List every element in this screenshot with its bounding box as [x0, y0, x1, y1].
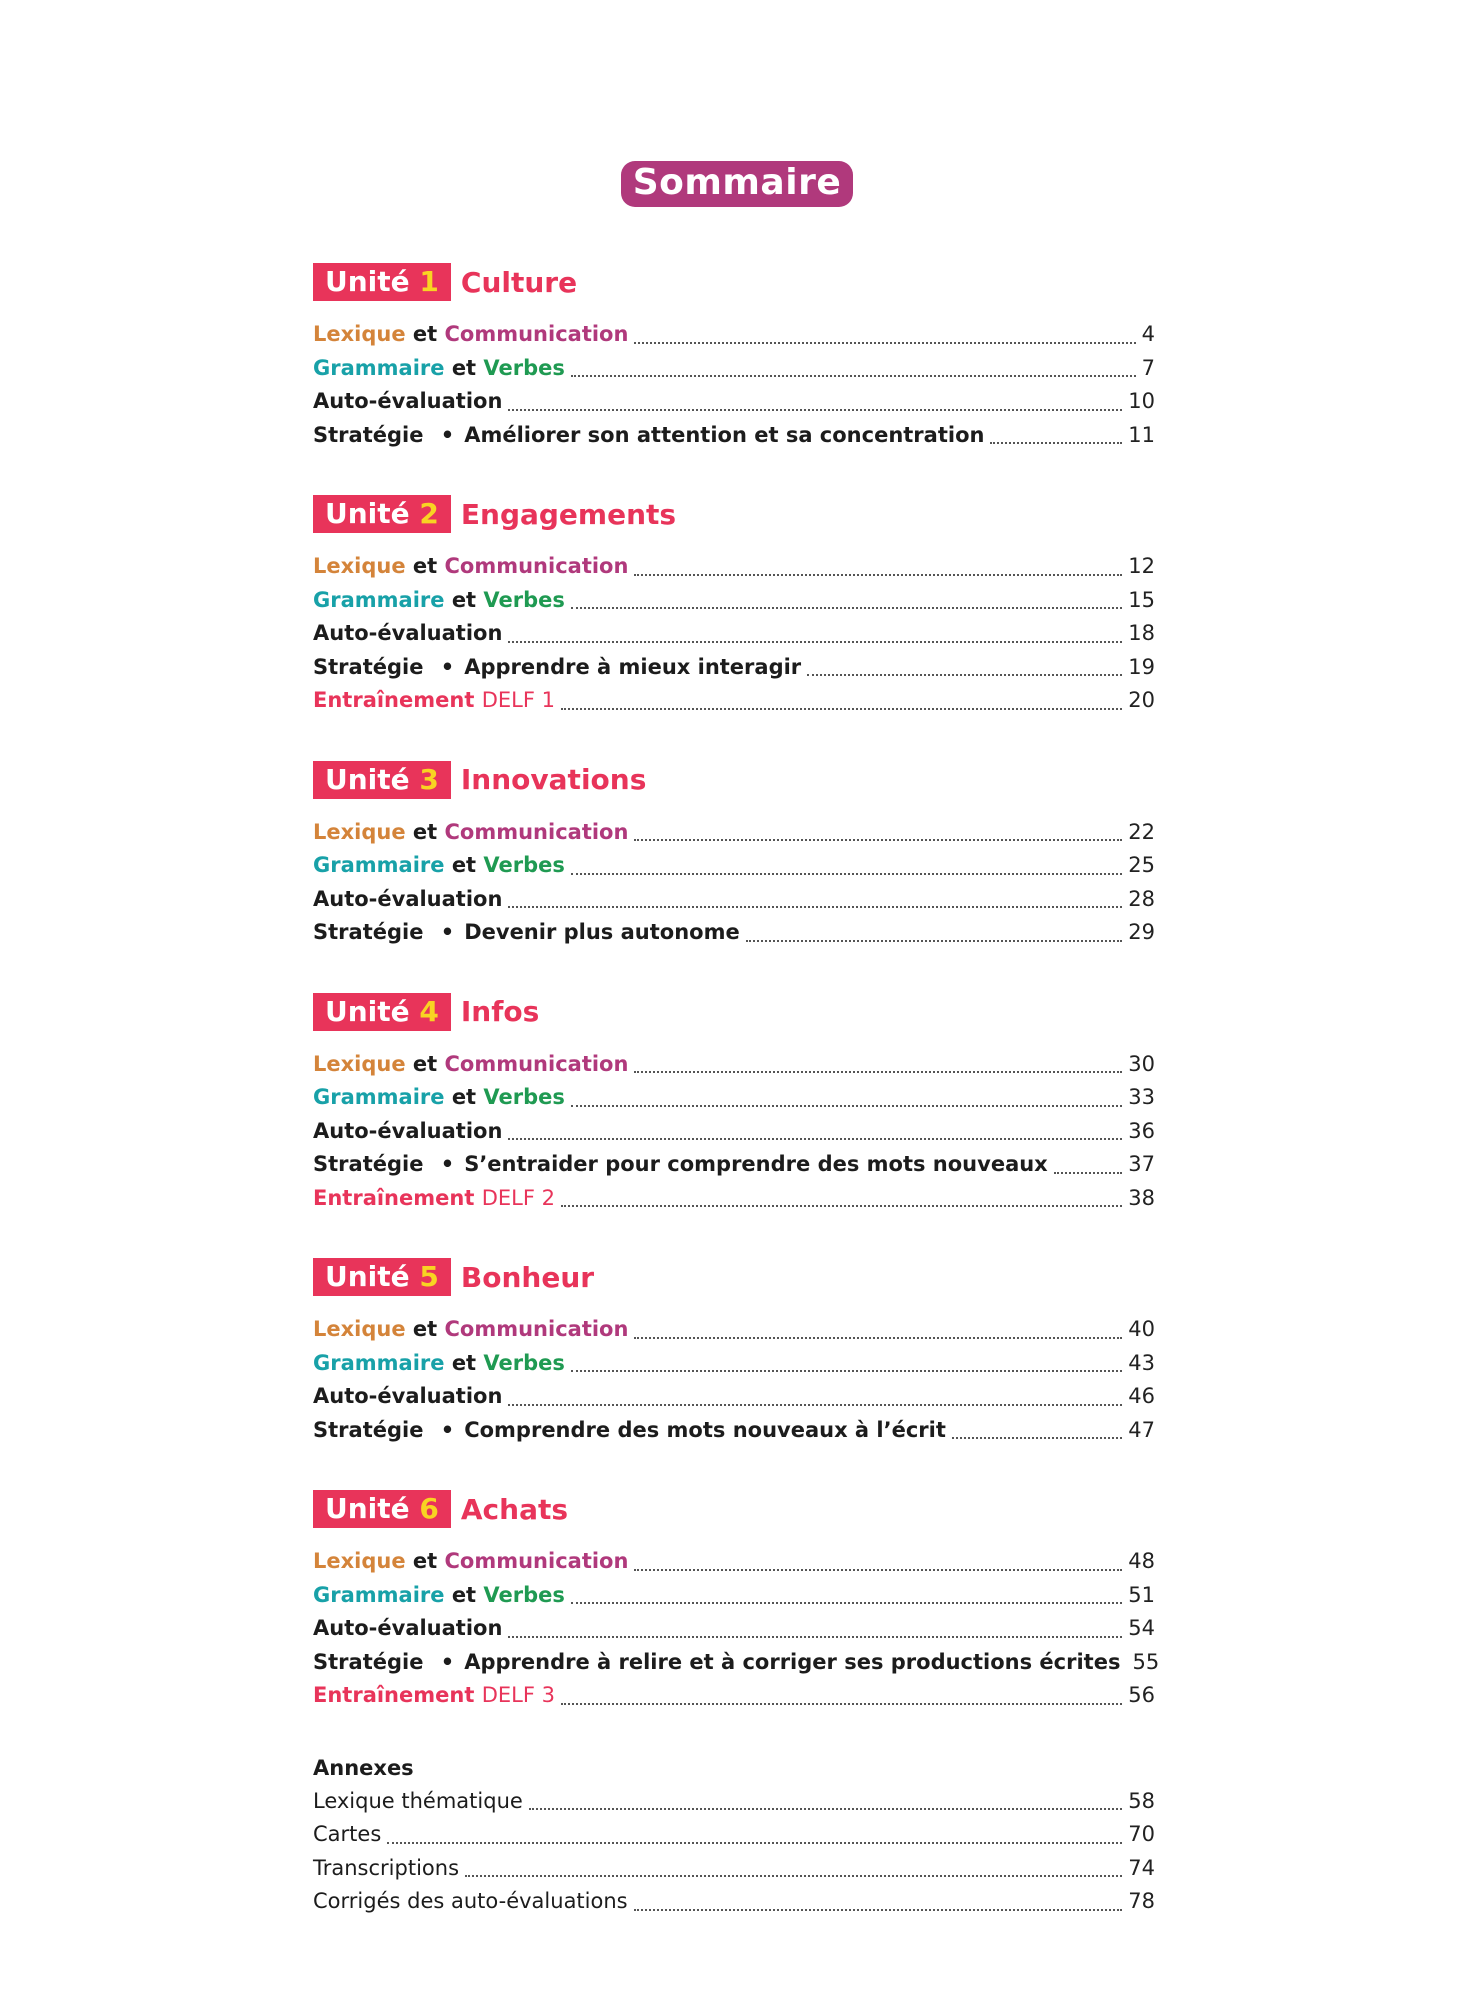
annexes-section	[313, 1751, 1155, 1919]
toc-entry-label	[313, 1081, 565, 1115]
toc-entry-part-a: Auto-évaluation	[313, 389, 503, 413]
page-number: 70	[1128, 1822, 1155, 1846]
units-list	[313, 262, 1160, 1713]
toc-entry-part-a: Grammaire	[313, 587, 445, 612]
dot-leader	[571, 375, 1136, 377]
toc-entry-part-a: Entraînement	[313, 1683, 475, 1707]
annex-entry[interactable]	[313, 1852, 1155, 1886]
unit-section	[313, 262, 1155, 452]
unit-badge	[313, 263, 451, 301]
annex-entry-label: Cartes	[313, 1822, 382, 1846]
annex-entry[interactable]	[313, 1818, 1155, 1852]
toc-entry-part-a: Grammaire	[313, 1085, 445, 1109]
unit-section	[313, 760, 1155, 950]
toc-entry-part-b: Communication	[444, 554, 629, 578]
toc-entry[interactable]	[313, 1182, 1155, 1216]
bullet-icon: •	[440, 654, 455, 679]
dot-leader	[561, 1205, 1122, 1207]
toc-entry-part-a: Lexique	[313, 322, 406, 346]
toc-entry-connector: et	[412, 322, 438, 346]
unit-number: 6	[419, 1492, 439, 1525]
unit-header	[313, 992, 1155, 1032]
toc-entry-part-b: Apprendre à relire et à corriger ses productions écrites	[464, 1649, 1121, 1674]
toc-entry[interactable]	[313, 318, 1155, 352]
unit-label: Unité	[325, 762, 410, 796]
toc-entry-connector: et	[451, 1350, 477, 1375]
unit-label: Unité	[325, 265, 410, 298]
dot-leader	[952, 1437, 1122, 1439]
dot-leader	[746, 940, 1123, 942]
unit-header	[313, 1489, 1155, 1529]
unit-badge	[313, 761, 451, 799]
page-number: 51	[1128, 1582, 1155, 1607]
page-number: 18	[1128, 621, 1155, 645]
unit-badge	[313, 1490, 451, 1528]
page-number: 55	[1132, 1649, 1160, 1674]
toc-entry-connector: et	[412, 554, 438, 578]
unit-label: Unité	[325, 497, 410, 530]
dot-leader	[571, 1105, 1122, 1107]
toc-entry-part-a: Auto-évaluation	[313, 1118, 503, 1143]
page-number: 28	[1128, 886, 1155, 911]
toc-entry-part-b: Verbes	[483, 587, 565, 612]
unit-label: Unité	[325, 1492, 410, 1525]
toc-entry-part-a: Grammaire	[313, 1582, 445, 1607]
unit-header	[313, 494, 1155, 534]
toc-entry-part-a: Auto-évaluation	[313, 621, 503, 645]
page-number: 38	[1128, 1185, 1155, 1210]
page-number: 19	[1128, 654, 1155, 679]
dot-leader	[508, 906, 1122, 908]
annex-entry-label: Corrigés des auto-évaluations	[313, 1889, 628, 1913]
toc-entry-label	[313, 1545, 628, 1579]
unit-number: 5	[419, 1260, 439, 1293]
page-number: 46	[1128, 1384, 1155, 1408]
toc-entry-label	[313, 1380, 502, 1414]
toc-entry-connector: et	[451, 853, 477, 877]
toc-entry-part-a: Lexique	[313, 1549, 406, 1573]
toc-entry-part-a: Grammaire	[313, 355, 445, 380]
annex-entry-label: Transcriptions	[313, 1855, 460, 1880]
toc-entry-part-a: Stratégie	[313, 1649, 424, 1674]
title-wrap	[0, 161, 1474, 207]
toc-entry-part-b: Communication	[444, 322, 629, 346]
unit-number: 1	[419, 265, 439, 298]
page-number: 43	[1128, 1350, 1155, 1375]
unit-title: Engagements	[460, 497, 677, 531]
toc-entry-label	[313, 651, 801, 685]
dot-leader	[571, 1602, 1122, 1604]
toc-entry-part-a: Entraînement	[313, 688, 475, 712]
dot-leader	[561, 1703, 1122, 1705]
toc-entry[interactable]	[313, 916, 1155, 950]
unit-section	[313, 494, 1155, 718]
unit-title: Achats	[460, 1492, 569, 1526]
toc-entry-label	[313, 352, 565, 386]
toc-entry-part-b: Verbes	[483, 355, 565, 380]
toc-entry[interactable]	[313, 1679, 1155, 1713]
toc-entry[interactable]	[313, 816, 1155, 850]
toc-entry-label	[313, 1579, 565, 1613]
page-number: 78	[1128, 1889, 1155, 1913]
dot-leader	[990, 442, 1122, 444]
toc-entry-label	[313, 1048, 628, 1082]
bullet-icon: •	[440, 1417, 455, 1442]
toc-entry-part-b: Devenir plus autonome	[464, 920, 740, 944]
page-number: 12	[1128, 554, 1155, 578]
toc-entry[interactable]	[313, 1646, 1160, 1680]
toc-entry[interactable]	[313, 584, 1155, 618]
toc-entry-part-b: DELF 1	[481, 688, 555, 712]
toc-entry-part-a: Auto-évaluation	[313, 1616, 503, 1640]
toc-entry-part-a: Auto-évaluation	[313, 886, 503, 911]
toc-entry-part-b: Communication	[444, 1549, 629, 1573]
unit-section	[313, 992, 1155, 1216]
page-number: 74	[1128, 1855, 1155, 1880]
annex-entry-label: Lexique thématique	[313, 1788, 523, 1813]
page-number: 48	[1128, 1549, 1155, 1573]
annex-entry[interactable]	[313, 1785, 1155, 1819]
annexes-list	[313, 1785, 1155, 1919]
page-number: 25	[1128, 853, 1155, 877]
toc-entry[interactable]	[313, 849, 1155, 883]
toc-entry-label	[313, 617, 502, 651]
toc-entry[interactable]	[313, 1414, 1155, 1448]
toc-entry-label	[313, 1313, 628, 1347]
dot-leader	[634, 839, 1122, 841]
unit-header	[313, 1257, 1155, 1297]
bullet-icon: •	[440, 920, 455, 944]
unit-header	[313, 262, 1155, 302]
toc-entry-part-a: Entraînement	[313, 1185, 475, 1210]
toc-entry[interactable]	[313, 1579, 1155, 1613]
toc-entry-label	[313, 816, 628, 850]
toc-entry-label	[313, 584, 565, 618]
page-number: 58	[1128, 1788, 1155, 1813]
dot-leader	[571, 607, 1122, 609]
toc-entry[interactable]	[313, 1347, 1155, 1381]
unit-label: Unité	[325, 994, 410, 1028]
page-number: 10	[1128, 389, 1155, 413]
dot-leader	[634, 574, 1122, 576]
page-number: 20	[1128, 688, 1155, 712]
unit-title: Bonheur	[460, 1260, 595, 1294]
toc-entry-part-a: Auto-évaluation	[313, 1384, 503, 1408]
toc-entry-connector: et	[412, 819, 438, 844]
toc-entry-part-b: Améliorer son attention et sa concentration	[464, 422, 985, 447]
toc-entry-part-a: Stratégie	[313, 422, 424, 447]
unit-badge	[313, 1258, 451, 1296]
toc-entry-part-a: Stratégie	[313, 920, 424, 944]
unit-label: Unité	[325, 1260, 410, 1293]
dot-leader	[634, 342, 1135, 344]
dot-leader	[634, 1909, 1123, 1911]
toc-entry[interactable]	[313, 419, 1155, 453]
toc-entry-connector: et	[412, 1317, 438, 1341]
toc-entry-part-a: Grammaire	[313, 1350, 445, 1375]
page-number: 40	[1128, 1317, 1155, 1341]
toc-entry[interactable]	[313, 1148, 1155, 1182]
toc-entry-label	[313, 1182, 555, 1216]
dot-leader	[508, 641, 1122, 643]
toc-entry-label	[313, 1612, 502, 1646]
unit-section	[313, 1489, 1160, 1713]
page-number: 54	[1128, 1616, 1155, 1640]
toc-entry-connector: et	[412, 1051, 438, 1076]
dot-leader	[508, 1138, 1122, 1140]
toc-entry-part-b: Communication	[444, 819, 629, 844]
toc-entry[interactable]	[313, 1313, 1155, 1347]
toc-entry-connector: et	[451, 1085, 477, 1109]
toc-entry-part-a: Lexique	[313, 1317, 406, 1341]
toc-entry-part-b: Apprendre à mieux interagir	[464, 654, 802, 679]
toc-entry-part-b: Comprendre des mots nouveaux à l’écrit	[464, 1417, 946, 1442]
dot-leader	[529, 1808, 1122, 1810]
unit-badge	[313, 495, 451, 533]
toc-entry-part-a: Lexique	[313, 554, 406, 578]
toc-entry[interactable]	[313, 385, 1155, 419]
dot-leader	[508, 1404, 1122, 1406]
toc-entry-label	[313, 1347, 565, 1381]
table-of-contents	[313, 262, 1160, 1919]
dot-leader	[571, 1370, 1122, 1372]
dot-leader	[634, 1569, 1122, 1571]
toc-entry-part-a: Lexique	[313, 819, 406, 844]
toc-entry-part-b: Verbes	[483, 1582, 565, 1607]
bullet-icon: •	[440, 422, 455, 447]
page-title: Sommaire	[621, 161, 854, 207]
annexes-heading: Annexes	[313, 1755, 414, 1780]
page-number: 36	[1128, 1118, 1155, 1143]
dot-leader	[634, 1071, 1122, 1073]
dot-leader	[508, 1636, 1122, 1638]
unit-title: Culture	[460, 265, 578, 299]
dot-leader	[561, 708, 1122, 710]
unit-number: 4	[419, 994, 439, 1028]
annex-entry[interactable]	[313, 1885, 1155, 1919]
toc-entry-connector: et	[451, 355, 477, 380]
toc-entry-part-b: DELF 2	[481, 1185, 555, 1210]
page-number: 37	[1128, 1152, 1155, 1176]
toc-entry-part-b: Verbes	[483, 853, 565, 877]
toc-entry-part-a: Stratégie	[313, 1417, 424, 1442]
dot-leader	[807, 674, 1122, 676]
toc-entry[interactable]	[313, 617, 1155, 651]
toc-entry-part-a: Grammaire	[313, 853, 445, 877]
toc-entry[interactable]	[313, 550, 1155, 584]
dot-leader	[508, 409, 1122, 411]
page-number: 22	[1128, 819, 1155, 844]
toc-entry[interactable]	[313, 1081, 1155, 1115]
dot-leader	[571, 873, 1122, 875]
page-number: 7	[1141, 355, 1155, 380]
toc-entry[interactable]	[313, 1048, 1155, 1082]
toc-entry-part-b: Communication	[444, 1051, 629, 1076]
toc-entry-label	[313, 419, 984, 453]
toc-entry-label	[313, 883, 502, 917]
toc-entry-label	[313, 1148, 1048, 1182]
toc-entry[interactable]	[313, 1380, 1155, 1414]
toc-entry-part-a: Stratégie	[313, 654, 424, 679]
page-number: 56	[1128, 1683, 1155, 1707]
toc-entry-label	[313, 550, 628, 584]
toc-entry[interactable]	[313, 1545, 1155, 1579]
toc-entry-label	[313, 1414, 946, 1448]
toc-entry-connector: et	[451, 587, 477, 612]
toc-entry[interactable]	[313, 651, 1155, 685]
toc-entry-label	[313, 1115, 502, 1149]
dot-leader	[465, 1875, 1122, 1877]
dot-leader	[1054, 1172, 1123, 1174]
page-number: 30	[1128, 1051, 1155, 1076]
bullet-icon: •	[440, 1152, 455, 1176]
page-number: 29	[1128, 920, 1155, 944]
unit-section	[313, 1257, 1155, 1447]
toc-entry-label	[313, 385, 502, 419]
unit-title: Infos	[460, 995, 540, 1028]
toc-entry-label	[313, 318, 628, 352]
toc-entry[interactable]	[313, 352, 1155, 386]
unit-header	[313, 760, 1155, 800]
page-number: 33	[1128, 1085, 1155, 1109]
unit-number: 3	[419, 762, 439, 796]
toc-entry[interactable]	[313, 684, 1155, 718]
unit-badge	[313, 993, 451, 1031]
toc-entry-label	[313, 916, 740, 950]
toc-entry[interactable]	[313, 1612, 1155, 1646]
toc-entry-part-b: Verbes	[483, 1085, 565, 1109]
toc-entry-part-a: Lexique	[313, 1051, 406, 1076]
toc-entry-part-a: Stratégie	[313, 1152, 424, 1176]
page-number: 15	[1128, 587, 1155, 612]
page-number: 4	[1141, 322, 1155, 346]
toc-entry-label	[313, 849, 565, 883]
page-number: 11	[1128, 422, 1155, 447]
bullet-icon: •	[440, 1649, 455, 1674]
page-number: 47	[1128, 1417, 1155, 1442]
toc-entry[interactable]	[313, 883, 1155, 917]
toc-entry-label	[313, 1679, 555, 1713]
unit-title: Innovations	[460, 763, 647, 796]
toc-entry-label	[313, 1646, 1120, 1680]
dot-leader	[387, 1842, 1122, 1844]
toc-entry-connector: et	[451, 1582, 477, 1607]
toc-entry-part-b: Verbes	[483, 1350, 565, 1375]
toc-entry-part-b: S’entraider pour comprendre des mots nouveaux	[464, 1152, 1048, 1176]
toc-entry[interactable]	[313, 1115, 1155, 1149]
toc-entry-part-b: Communication	[444, 1317, 629, 1341]
toc-entry-label	[313, 684, 555, 718]
toc-entry-part-b: DELF 3	[481, 1683, 555, 1707]
dot-leader	[634, 1337, 1122, 1339]
unit-number: 2	[419, 497, 439, 530]
toc-entry-connector: et	[412, 1549, 438, 1573]
